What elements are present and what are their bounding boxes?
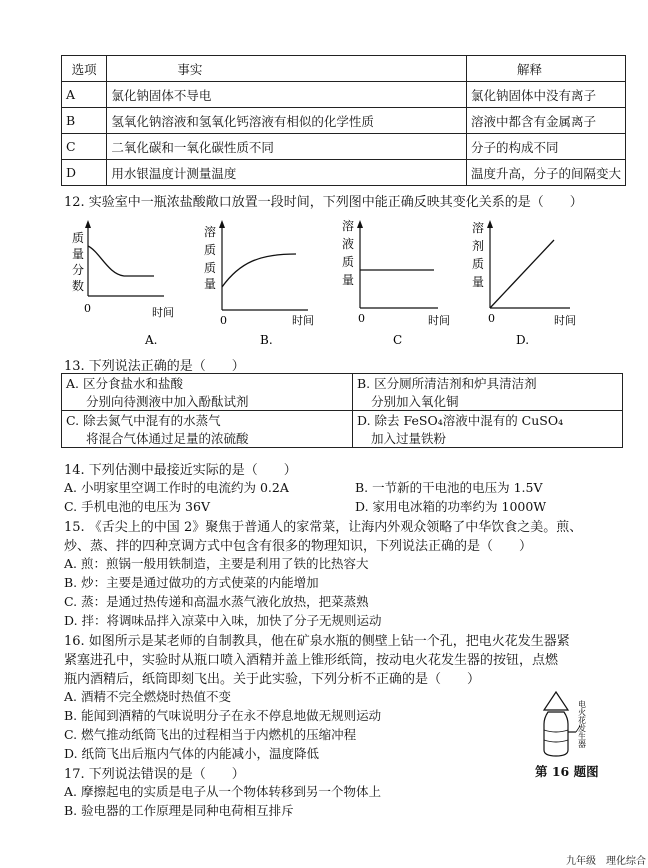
bottle: [544, 712, 568, 756]
graph-a-ylabel-3: 数: [72, 279, 85, 293]
graph-d-option: D.: [516, 333, 530, 347]
cell: 氯化钠固体不导电: [107, 82, 467, 108]
cell: 氯化钠固体中没有离子: [466, 82, 625, 108]
cell: 将混合气体通过足量的浓硫酸: [62, 429, 353, 448]
graph-b-ylabel-3: 量: [204, 277, 217, 291]
q13-stem: 13. 下列说法正确的是（ ）: [64, 359, 245, 374]
cell: 用水银温度计测量温度: [107, 160, 467, 186]
table-row: [62, 134, 626, 160]
graph-a: [72, 220, 174, 347]
graph-d-ylabel-3: 量: [472, 275, 485, 289]
q15-option-d: D. 拌：将调味品拌入凉菜中入味，加快了分子无规则运动: [64, 613, 382, 628]
cell: D: [62, 160, 107, 186]
q14-option-b: B. 一节新的干电池的电压为 1.5V: [355, 480, 543, 495]
cell: 分子的构成不同: [466, 134, 625, 160]
table-row: [62, 411, 623, 430]
q17-stem: 17. 下列说法错误的是（ ）: [64, 767, 245, 782]
graph-d-ylabel-0: 溶: [472, 221, 485, 235]
graph-c-ylabel-1: 液: [342, 237, 355, 251]
q16-option-d: D. 纸筒飞出后瓶内气体的内能减小，温度降低: [64, 746, 320, 761]
page-footer: 九年级 理化综合: [566, 856, 646, 867]
q15-stem-line2: 炒、蒸、拌的四种烹调方式中包含有很多的物理知识，下列说法正确的是（ ）: [64, 539, 533, 554]
q14-option-c: C. 手机电池的电压为 36V: [64, 499, 210, 514]
graph-a-origin: 0: [84, 302, 91, 315]
graph-b-ylabel-2: 质: [204, 261, 217, 275]
graph-d-xlabel: 时间: [554, 314, 576, 327]
graph-c-ylabel-3: 量: [342, 273, 355, 287]
cell: 氢氧化钠溶液和氢氧化钙溶液有相似的化学性质: [107, 108, 467, 134]
q13-table: [61, 373, 623, 448]
table-row: [62, 108, 626, 134]
graph-a-y-arrow: [85, 220, 91, 228]
q14-stem: 14. 下列估测中最接近实际的是（ ）: [64, 463, 297, 478]
cell: C: [62, 134, 107, 160]
table-row: [62, 392, 623, 411]
graph-b-origin: 0: [220, 314, 227, 327]
graph-c-ylabel-0: 溶: [342, 219, 355, 233]
paper-cone: [544, 692, 568, 710]
q16-figure: [530, 690, 610, 760]
graph-b-xlabel: 时间: [292, 314, 314, 327]
graph-a-xlabel: 时间: [152, 306, 174, 319]
device-label: 电火花发生器: [577, 700, 587, 748]
graph-a-ylabel-0: 质: [72, 231, 85, 245]
q15-option-c: C. 蒸：是通过热传递和高温水蒸气液化放热，把菜蒸熟: [64, 594, 369, 609]
graph-b-y-arrow: [219, 220, 225, 228]
cell: D. 除去 FeSO₄溶液中混有的 CuSO₄: [353, 411, 623, 430]
graph-a-curve: [88, 246, 154, 276]
graph-c-y-arrow: [357, 220, 363, 228]
table-row: [62, 82, 626, 108]
q17-option-b: B. 验电器的工作原理是同种电荷相互排斥: [64, 803, 294, 818]
graph-a-ylabel-1: 量: [72, 247, 85, 261]
graph-b-ylabel-1: 质: [204, 243, 217, 257]
q16-figure-label: 第 16 题图: [535, 764, 599, 779]
header-fact: 事实: [107, 56, 467, 82]
cell: B: [62, 108, 107, 134]
q16-stem-line2: 紧塞进孔中，实验时从瓶口喷入酒精并盖上锥形纸筒，按动电火花发生器的按钮，点燃: [64, 653, 559, 668]
cell: 分别向待测液中加入酚酞试剂: [62, 392, 353, 411]
graph-d: [472, 220, 576, 347]
header-option: 选项: [62, 56, 107, 82]
cell: 二氧化碳和一氧化碳性质不同: [107, 134, 467, 160]
graph-d-line: [490, 240, 554, 308]
cell: 加入过量铁粉: [353, 429, 623, 448]
cell: B. 区分厕所清洁剂和炉具清洁剂: [353, 374, 623, 393]
graph-d-ylabel-1: 剂: [472, 239, 485, 253]
q16-stem-line3: 瓶内酒精后，纸筒即刻飞出。关于此实验，下列分析不正确的是（ ）: [64, 672, 481, 687]
graph-d-y-arrow: [487, 220, 493, 228]
graph-b-option: B.: [260, 333, 273, 347]
cell: 分别加入氧化铜: [353, 392, 623, 411]
table-row: [62, 56, 626, 82]
q16-option-b: B. 能闻到酒精的气味说明分子在永不停息地做无规则运动: [64, 708, 382, 723]
graph-d-origin: 0: [488, 312, 495, 325]
cell: 溶液中都含有金属离子: [466, 108, 625, 134]
graph-b-ylabel-0: 溶: [204, 225, 217, 239]
cell: A: [62, 82, 107, 108]
q15-stem-line1: 15. 《舌尖上的中国 2》聚焦于普通人的家常菜，让海内外观众领略了中华饮食之美。煎、: [64, 520, 583, 535]
graph-c-ylabel-2: 质: [342, 255, 355, 269]
cell: A. 区分食盐水和盐酸: [62, 374, 353, 393]
header-explain: 解释: [466, 56, 625, 82]
q11-table: [61, 55, 626, 186]
q12-stem: 12. 实验室中一瓶浓盐酸敞口放置一段时间，下列图中能正确反映其变化关系的是（ ）: [64, 195, 583, 210]
graph-c: [342, 218, 450, 347]
graph-c-option: C: [393, 333, 403, 347]
table-row: [62, 429, 623, 448]
q16-option-a: A. 酒精不完全燃烧时热值不变: [64, 689, 231, 704]
table-row: [62, 160, 626, 186]
cell: C. 除去氮气中混有的水蒸气: [62, 411, 353, 430]
q14-option-d: D. 家用电冰箱的功率约为 1000W: [355, 499, 547, 514]
bottle-ridges: [544, 730, 568, 742]
graph-a-option: A.: [145, 333, 158, 347]
q16-stem-line1: 16. 如图所示是某老师的自制教具，他在矿泉水瓶的侧壁上钻一个孔，把电火花发生器紧: [64, 634, 570, 649]
graph-c-origin: 0: [358, 312, 365, 325]
q12-graphs: [60, 212, 580, 350]
graph-d-ylabel-2: 质: [472, 257, 485, 271]
q14-option-a: A. 小明家里空调工作时的电流约为 0.2A: [64, 480, 289, 495]
cell: 温度升高，分子的间隔变大: [466, 160, 625, 186]
graph-a-ylabel-2: 分: [72, 263, 85, 277]
q15-option-a: A. 煎：煎锅一般用铁制造，主要是利用了铁的比热容大: [64, 556, 369, 571]
graph-b: [204, 220, 314, 347]
q16-option-c: C. 燃气推动纸筒飞出的过程相当于内燃机的压缩冲程: [64, 727, 357, 742]
table-row: [62, 374, 623, 393]
graph-b-curve: [222, 254, 296, 287]
q15-option-b: B. 炒：主要是通过做功的方式使菜的内能增加: [64, 575, 319, 590]
graph-c-xlabel: 时间: [428, 314, 450, 327]
q17-option-a: A. 摩擦起电的实质是电子从一个物体转移到另一个物体上: [64, 784, 381, 799]
